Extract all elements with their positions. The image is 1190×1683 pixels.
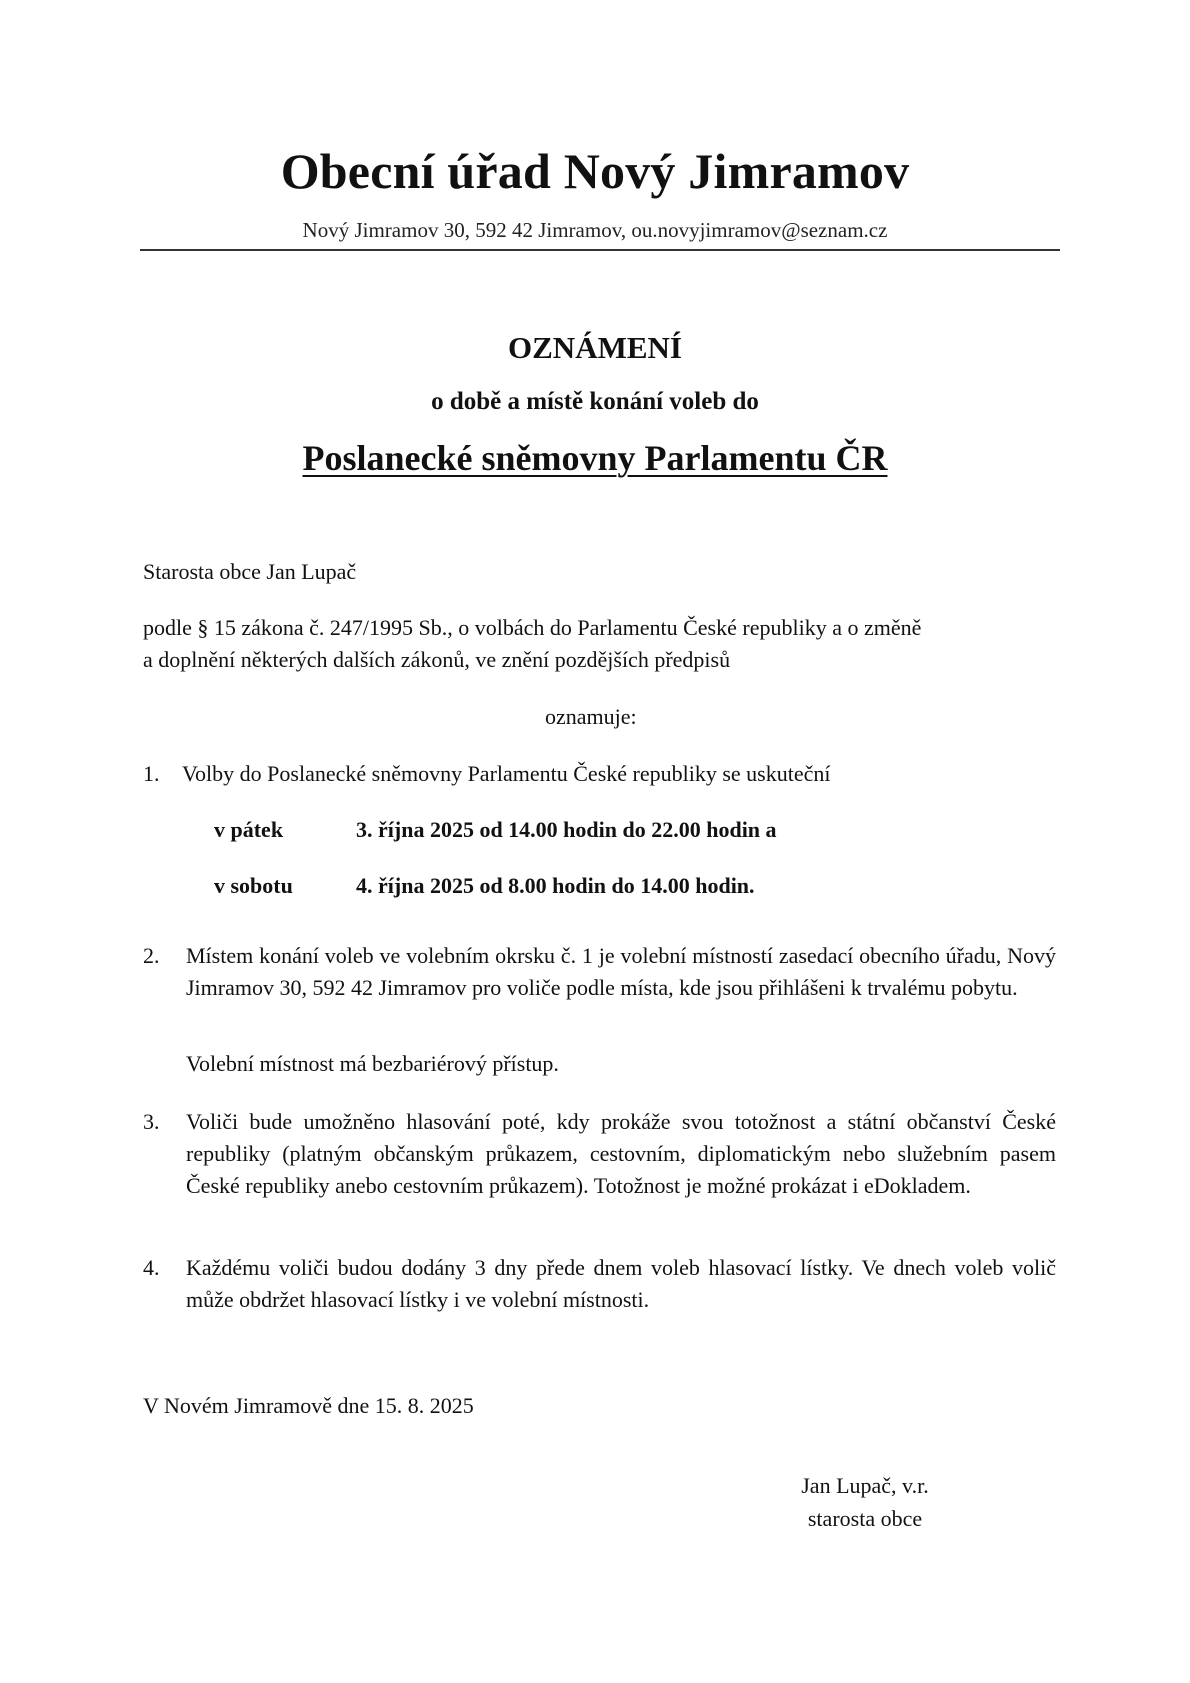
- schedule-day-saturday: v sobotu: [214, 873, 293, 898]
- notice-subtitle: o době a místě konání voleb do: [431, 388, 759, 415]
- announces-label: oznamuje:: [545, 704, 637, 729]
- notice-title: OZNÁMENÍ: [508, 330, 682, 365]
- mayor-line: Starosta obce Jan Lupač: [143, 559, 357, 584]
- item-4-text: Každému voliči budou dodány 3 dny přede dnem voleb hlasovací lístky. Ve dnech voleb volič může obdržet hlasovací lístky i ve volební místnosti.: [186, 1255, 1056, 1312]
- schedule-detail-saturday: 4. října 2025 od 8.00 hodin do 14.00 hodin.: [356, 873, 755, 898]
- item-1-number: 1.: [143, 761, 160, 786]
- legal-basis-line-2: a doplnění některých dalších zákonů, ve znění pozdějších předpisů: [143, 647, 731, 672]
- item-2-note: Volební místnost má bezbariérový přístup.: [186, 1051, 559, 1076]
- office-address: Nový Jimramov 30, 592 42 Jimramov, ou.novyjimramov@seznam.cz: [302, 218, 888, 242]
- signature-name: Jan Lupač, v.r.: [801, 1473, 929, 1498]
- signature-role: starosta obce: [807, 1506, 923, 1531]
- institution-heading: [0, 437, 1190, 479]
- schedule-detail-friday: 3. října 2025 od 14.00 hodin do 22.00 hodin a: [356, 817, 777, 842]
- legal-basis-line-1: podle § 15 zákona č. 247/1995 Sb., o volbách do Parlamentu České republiky a o změně: [143, 615, 922, 640]
- office-title: Obecní úřad Nový Jimramov: [280, 143, 910, 199]
- item-3-text: Voliči bude umožněno hlasování poté, kdy prokáže svou totožnost a státní občanství České republiky (platným občanským průkazem, cestovním, diplomatickým nebo služebním pasem České republiky anebo cestovním průkazem). Totožnost je možné prokázat i eDokladem.: [186, 1109, 1056, 1198]
- schedule-day-friday: v pátek: [214, 817, 284, 842]
- item-2-number: 2.: [143, 943, 160, 968]
- item-4-number: 4.: [143, 1255, 160, 1280]
- institution-name: Poslanecké sněmovny Parlamentu ČR: [302, 438, 888, 478]
- header-divider: [140, 249, 1060, 251]
- item-1-text: Volby do Poslanecké sněmovny Parlamentu České republiky se uskuteční: [182, 761, 831, 786]
- item-3-number: 3.: [143, 1109, 160, 1134]
- place-and-date: V Novém Jimramově dne 15. 8. 2025: [143, 1393, 474, 1418]
- item-2-text: Místem konání voleb ve volebním okrsku č. 1 je volební místností zasedací obecního úřadu, Nový Jimramov 30, 592 42 Jimramov pro voliče podle místa, kde jsou přihlášeni k trvalému pobytu.: [186, 943, 1056, 1000]
